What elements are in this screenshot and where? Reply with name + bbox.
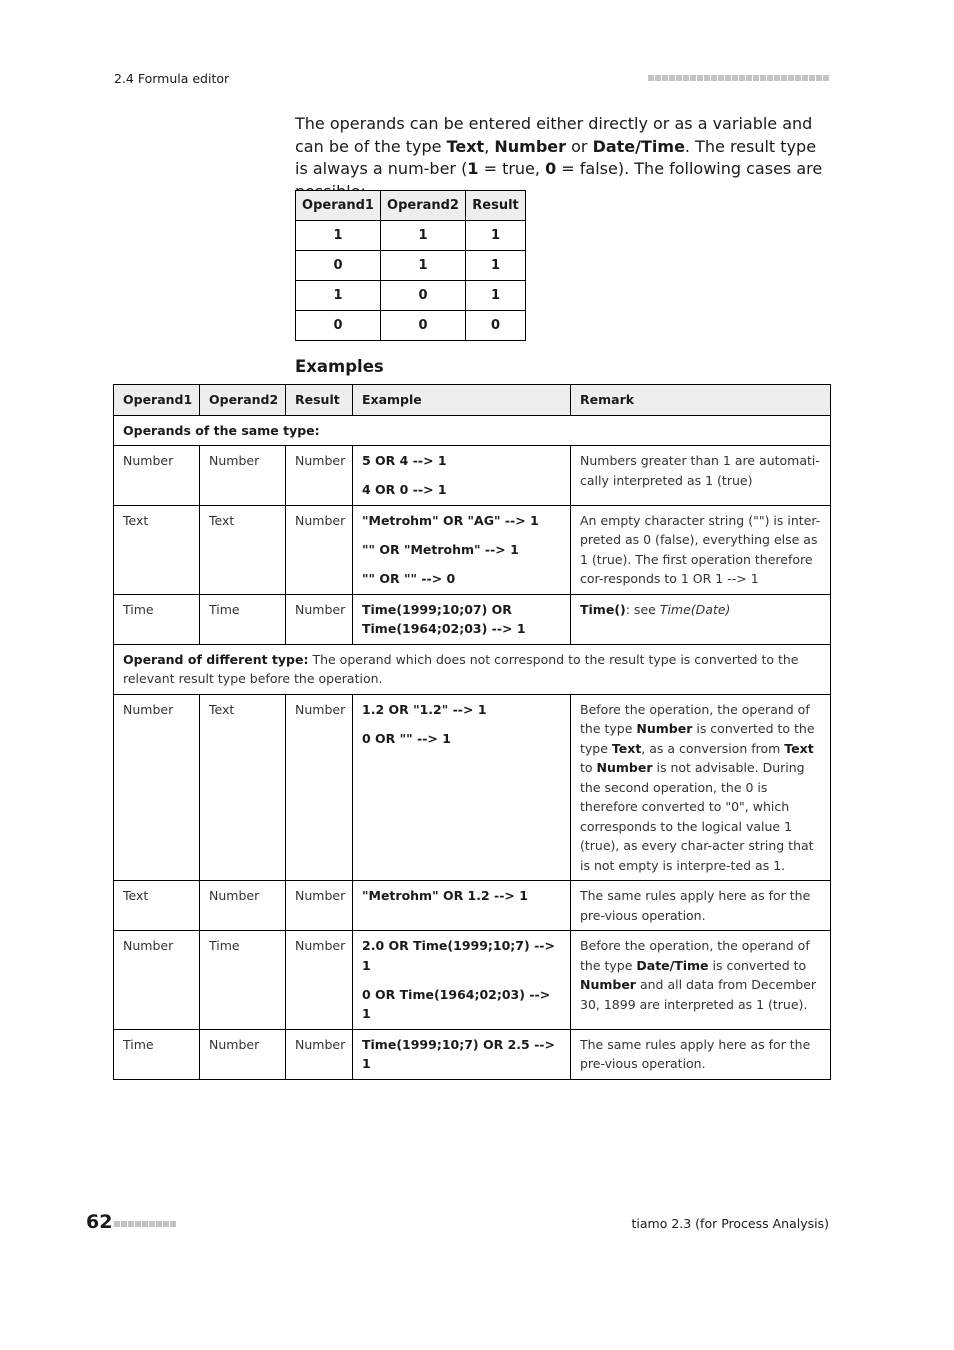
cell-operand1: Text <box>114 505 200 594</box>
examples-header-result: Result <box>286 385 353 416</box>
cell-operand2: Number <box>200 1029 286 1079</box>
cell-remark: Before the operation, the operand of the type Date/Time is converted to Number and all data from December 30, 1899 are interpreted as 1 (true). <box>571 931 831 1030</box>
cell-result: Number <box>286 594 353 644</box>
truth-cell: 0 <box>381 281 466 311</box>
truth-header-operand1: Operand1 <box>296 191 381 221</box>
cell-example <box>353 594 571 644</box>
truth-table <box>295 190 526 341</box>
cell-remark: Numbers greater than 1 are automati-cally interpreted as 1 (true) <box>571 446 831 506</box>
cell-remark: The same rules apply here as for the pre-vious operation. <box>571 1029 831 1079</box>
cell-result: Number <box>286 505 353 594</box>
section-label-same-type: Operands of the same type: <box>114 415 831 446</box>
cell-remark: Time(): see Time(Date) <box>571 594 831 644</box>
example-line: Time(1999;10;7) OR 2.5 --> 1 <box>362 1036 555 1071</box>
truth-table-row <box>296 281 526 311</box>
truth-cell: 0 <box>466 311 526 341</box>
intro-paragraph: The operands can be entered either directly or as a variable and can be of the type Text, Number or Date/Time. The result type is always a num-ber (1 = true, 0 = false). The following cases are <box>295 114 823 178</box>
table-row <box>114 594 831 644</box>
cell-operand2: Time <box>200 594 286 644</box>
cell-operand1: Number <box>114 694 200 881</box>
example-line: 5 OR 4 --> 1 <box>362 453 447 468</box>
table-row <box>114 505 831 594</box>
example-line: "Metrohm" OR 1.2 --> 1 <box>362 888 528 903</box>
truth-cell: 1 <box>296 281 381 311</box>
table-row <box>114 931 831 1030</box>
cell-example <box>353 881 571 931</box>
cell-operand1: Number <box>114 446 200 506</box>
truth-table-row <box>296 251 526 281</box>
example-line: "" OR "" --> 0 <box>362 570 456 586</box>
cell-operand2: Text <box>200 694 286 881</box>
cell-example <box>353 931 571 1030</box>
truth-cell: 1 <box>381 251 466 281</box>
table-row <box>114 446 831 506</box>
example-line: 2.0 OR Time(1999;10;7) --> 1 <box>362 938 555 973</box>
cell-remark: The same rules apply here as for the pre-vious operation. <box>571 881 831 931</box>
cell-operand2: Number <box>200 446 286 506</box>
examples-header-operand1: Operand1 <box>114 385 200 416</box>
example-line: "Metrohm" OR "AG" --> 1 <box>362 512 539 528</box>
cell-operand1: Time <box>114 594 200 644</box>
example-line: Time(1999;10;07) OR Time(1964;02;03) --> 1 <box>362 601 526 636</box>
example-line: 0 OR "" --> 1 <box>362 730 451 746</box>
table-row <box>114 881 831 931</box>
footer-decoration <box>114 1221 176 1227</box>
table-row <box>114 694 831 881</box>
truth-table-row <box>296 311 526 341</box>
example-line: 4 OR 0 --> 1 <box>362 482 447 497</box>
truth-cell: 1 <box>381 221 466 251</box>
truth-cell: 1 <box>466 251 526 281</box>
cell-result: Number <box>286 1029 353 1079</box>
examples-header-example: Example <box>353 385 571 416</box>
footer-product: tiamo 2.3 (for Process Analysis) <box>631 1216 829 1231</box>
section-label-different-type: Operand of different type: The operand which does not correspond to the result type is converted to the relevant result type before the operation. <box>114 644 831 694</box>
table-row <box>114 1029 831 1079</box>
cell-operand1: Number <box>114 931 200 1030</box>
cell-example <box>353 505 571 594</box>
running-header-section: 2.4 Formula editor <box>114 71 230 86</box>
section-row-same-type <box>114 415 831 446</box>
examples-header-remark: Remark <box>571 385 831 416</box>
truth-table-header-row <box>296 191 526 221</box>
examples-header-operand2: Operand2 <box>200 385 286 416</box>
truth-cell: 1 <box>296 221 381 251</box>
cell-operand2: Time <box>200 931 286 1030</box>
truth-cell: 0 <box>296 311 381 341</box>
cell-example <box>353 446 571 506</box>
cell-example <box>353 694 571 881</box>
cell-result: Number <box>286 931 353 1030</box>
cell-operand1: Text <box>114 881 200 931</box>
cell-result: Number <box>286 881 353 931</box>
header-decoration <box>648 75 829 81</box>
cell-result: Number <box>286 446 353 506</box>
cell-example <box>353 1029 571 1079</box>
examples-heading: Examples <box>295 357 384 376</box>
example-line: 1.2 OR "1.2" --> 1 <box>362 701 487 717</box>
section-row-different-type <box>114 644 831 694</box>
examples-header-row <box>114 385 831 416</box>
truth-cell: 0 <box>296 251 381 281</box>
truth-cell: 1 <box>466 221 526 251</box>
truth-cell: 1 <box>466 281 526 311</box>
example-line: 0 OR Time(1964;02;03) --> 1 <box>362 986 551 1021</box>
truth-header-result: Result <box>466 191 526 221</box>
truth-header-operand2: Operand2 <box>381 191 466 221</box>
examples-table <box>113 384 831 1080</box>
cell-remark: An empty character string ("") is inter-preted as 0 (false), everything else as 1 (true). The first operation therefore cor-responds to 1 OR 1 --> 1 <box>571 505 831 594</box>
cell-result: Number <box>286 694 353 881</box>
truth-table-row <box>296 221 526 251</box>
truth-cell: 0 <box>381 311 466 341</box>
page-number: 62 <box>86 1211 113 1233</box>
cell-operand2: Number <box>200 881 286 931</box>
cell-operand1: Time <box>114 1029 200 1079</box>
cell-remark: Before the operation, the operand of the type Number is converted to the type Text, as a conversion from Text to Number is not advisable. During the second operation, the 0 is therefore converted to "0", which corresponds to the logical value 1 (true), as every char-acter string that is not empty is interpre-ted as 1. <box>571 694 831 881</box>
cell-operand2: Text <box>200 505 286 594</box>
example-line: "" OR "Metrohm" --> 1 <box>362 541 519 557</box>
